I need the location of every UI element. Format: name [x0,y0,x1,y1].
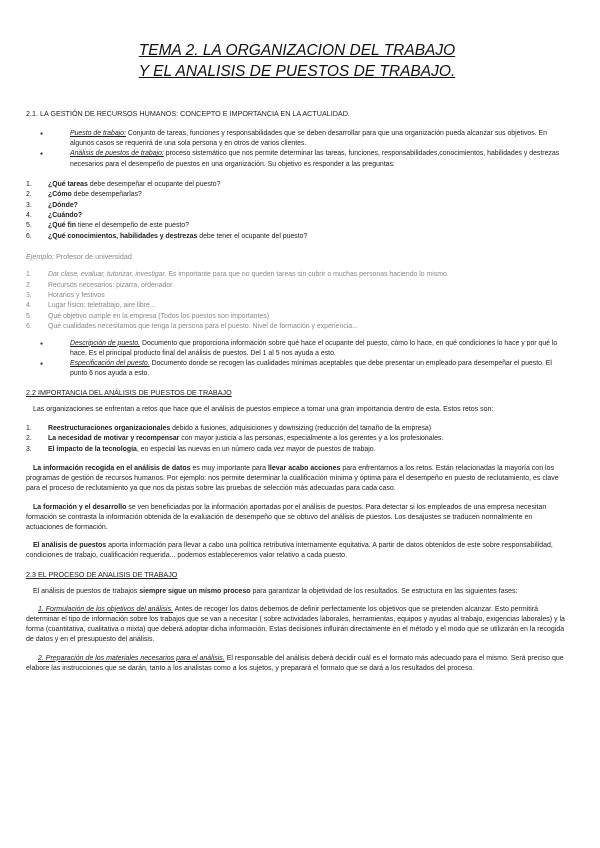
example-item [26,312,568,322]
phase-2: 2. Preparación de los materiales necesarios para el análisis. El responsable del análisis deberá decidir cuál es el formato más adecuado para el mismo. Será preciso que elabore las instrucciones que se darán, tanto a los analistas como a los sujetos, y preparará el formato que se dará a los resultados del proceso. [26,654,564,672]
item-emphasis: Reestructuraciones organizacionales [48,424,171,432]
example-line: Ejemplo: Profesor de universidad [26,252,132,262]
definition-especificacion: ● Especificación del puesto. Documento donde se recogen las cualidades mínimas aceptables que debe presentar un empleado para desempeñar el puesto. El punto 6 nos ayuda a esto. [70,359,568,379]
example-item [26,322,568,332]
reto-item [26,434,568,444]
item-emphasis: La necesidad de motivar y recompensar [48,435,180,443]
item-number: 2. [26,281,32,289]
item-text [48,190,142,200]
example-item [26,281,568,291]
title-line-2: Y EL ANALISIS DE PUESTOS DE TRABAJO. [138,63,456,80]
item-rest: Es importante para que no queden tareas sin cubrir o muchas personas haciendo lo mismo. [166,271,449,279]
item-number: 2. [26,435,32,443]
item-number: 6. [26,232,32,240]
item-text [48,445,375,455]
item-emphasis: ¿Qué tareas [48,180,88,188]
item-text [48,301,156,311]
definition-puesto: ● Puesto de trabajo: Conjunto de tareas, funciones y responsabilidades que se deben desarrollar para que una organización pueda alcanzar sus objetivos. En algunos casos se requerirá de una sola persona y en otros de varios clientes. [70,129,568,149]
example-list [26,270,568,332]
item-text [48,232,307,242]
item-text [48,180,220,190]
paragraph-formacion: La formación y el desarrollo se ven beneficiadas por la información aportadas por el análisis de puestos. Para detectar si los empleados de una empresa necesitan formación se contrasta la información obtenida de la evaluación de desempeño que se obtuvo del análisis de puestos. Los desajustes se traducen normalmente en actuaciones de formación. [26,503,547,531]
section-2-2-heading: 2.2 IMPORTANCIA DEL ANÁLISIS DE PUESTOS DE TRABAJO [26,387,232,397]
example-item [26,301,568,311]
question-item [26,211,568,221]
item-rest: con mayor justicia a las personas, especialmente a los gerentes y a los profesionales. [179,435,444,443]
questions-list [26,180,568,242]
paragraph-retributiva: El análisis de puestos aporta información para llevar a cabo una política retributiva internamente equitativa. A partir de datos obtenidos de este sobre responsabilidad, condiciones de trabajo, cualificación requerida... podemos estableceremos valor relativo a cada puesto. [26,542,553,560]
definition-descripcion: ● Descripción de puesto. Documento que proporciona información sobre qué hace el ocupante del puesto, cómo lo hace, en qué condiciones lo hace y por qué lo hace. Es el principal producto final del análisis de puestos. Del 1 al 5 nos ayuda a esto. [70,339,568,359]
item-text [48,221,189,231]
item-rest: Qué objetivo cumple en la empresa (Todos los puestos son importantes) [48,312,269,320]
question-item [26,190,568,200]
item-text [48,434,443,444]
item-rest: Horarios y festivos [48,292,105,300]
item-number: 6. [26,323,32,331]
item-text [48,270,449,280]
reto-item [26,445,568,455]
retos-list [26,424,568,455]
item-rest: debido a fusiones, adquisiciones y downsizing (reducción del tamaño de la empresa) [170,424,432,432]
question-item [26,232,568,242]
item-rest: debe desempeñarlas? [71,191,142,199]
description-list [26,339,568,380]
item-text [48,291,105,301]
item-number: 1. [26,271,32,279]
item-number: 3. [26,201,32,209]
item-number: 4. [26,212,32,220]
item-number: 4. [26,302,32,310]
title-line-1: TEMA 2. LA ORGANIZACION DEL TRABAJO [138,42,456,59]
item-text [48,424,431,434]
item-emphasis: El impacto de la tecnología [48,445,137,453]
item-emphasis: Dar clase, evaluar, tutorizar, investigar. [48,271,167,279]
example-item [26,270,568,280]
section-2-2-intro: Las organizaciones se enfrentan a retos que hace que el análisis de puestos empiece a tomar una gran importancia dentro de esta. Estos retos son: [33,405,494,413]
item-number: 2. [26,191,32,199]
item-text [48,312,269,322]
document-title [26,0,568,82]
item-rest: Qué cualidades necesitamos que tenga la persona para el puesto. Nivel de formación y experiencia... [48,323,358,331]
reto-item [26,424,568,434]
phase-1: 1. Formulación de los objetivos del análisis. Antes de recoger los datos debemos de definir perfectamente los objetivos que se pretenden alcanzar. Esto permitirá determinar el tipo de información sobre los trabajos que se van a necesitar ( sobre actividades laborales, herramientas, equipos y ayudas al trabajo, exigencias laborales) y la forma (cuantitativa, cualitativa o mixta) que deberá adoptar dicha información. Estas decisiones influirán directamente en el método y el modo que se utilizarán en la recogida de datos y en el presupuesto del análisis. [26,605,565,644]
item-rest: debe tener el ocupante del puesto? [197,232,308,240]
item-number: 5. [26,222,32,230]
example-item [26,291,568,301]
question-item [26,221,568,231]
item-rest: Recursos necesarios: pizarra, ordenador. [48,281,175,289]
section-2-1-heading: 2.1. LA GESTIÓN DE RECURSOS HUMANOS: CONCEPTO E IMPORTANCIA EN LA ACTUALIDAD. [26,109,350,118]
item-number: 3. [26,445,32,453]
section-2-3-intro: El análisis de puestos de trabajos siempre sigue un mismo proceso para garantizar la objetividad de los resultados. Se estructura en las siguientes fases: [33,587,518,595]
item-number: 1. [26,424,32,432]
item-emphasis: ¿Qué conocimientos, habilidades y destrezas [48,232,198,240]
item-rest: , en especial las nuevas en un número cada vez mayor de puestos de trabajo. [136,445,376,453]
item-emphasis: ¿Cuándo? [48,212,83,220]
item-text [48,322,358,332]
item-number: 5. [26,312,32,320]
item-number: 1. [26,180,32,188]
item-text [48,201,78,211]
item-emphasis: ¿Qué fin [48,222,76,230]
item-rest: tiene el desempeño de este puesto? [75,222,189,230]
item-emphasis: ¿Dónde? [48,201,78,209]
question-item [26,180,568,190]
question-item [26,201,568,211]
definition-analisis: ● Análisis de puestos de trabajo: proceso sistemático que nos permite determinar las tareas, funciones, responsabilidades,conocimientos, habilidades y destrezas necesarios para el desempeño de puestos en una organización. Su objetivo es responder a las preguntas: [70,149,568,169]
item-number: 3. [26,292,32,300]
item-text [48,281,174,291]
section-2-3-heading: 2.3 EL PROCESO DE ANALISIS DE TRABAJO [26,569,178,579]
item-emphasis: ¿Cómo [48,191,72,199]
item-text [48,211,82,221]
item-rest: Lugar físico: teletrabajo, aire libre... [48,302,156,310]
paragraph-informacion: La información recogida en el análisis de datos es muy importante para llevar acabo acciones para enfrentarnos a los retos. Están relacionadas la mayoría con los programas de gestión de recursos humanos. Por ejemplo: nos permite determinar la cualificación mínima y óptima para el desempeño en puesto de reclutamiento, es clave para el proceso de reclutamiento ya que nos da pistas sobre las pruebas de selección más adecuadas para cada caso. [26,464,559,493]
item-rest: debe desempeñar el ocupante del puesto? [87,180,221,188]
definitions-list [26,129,568,170]
